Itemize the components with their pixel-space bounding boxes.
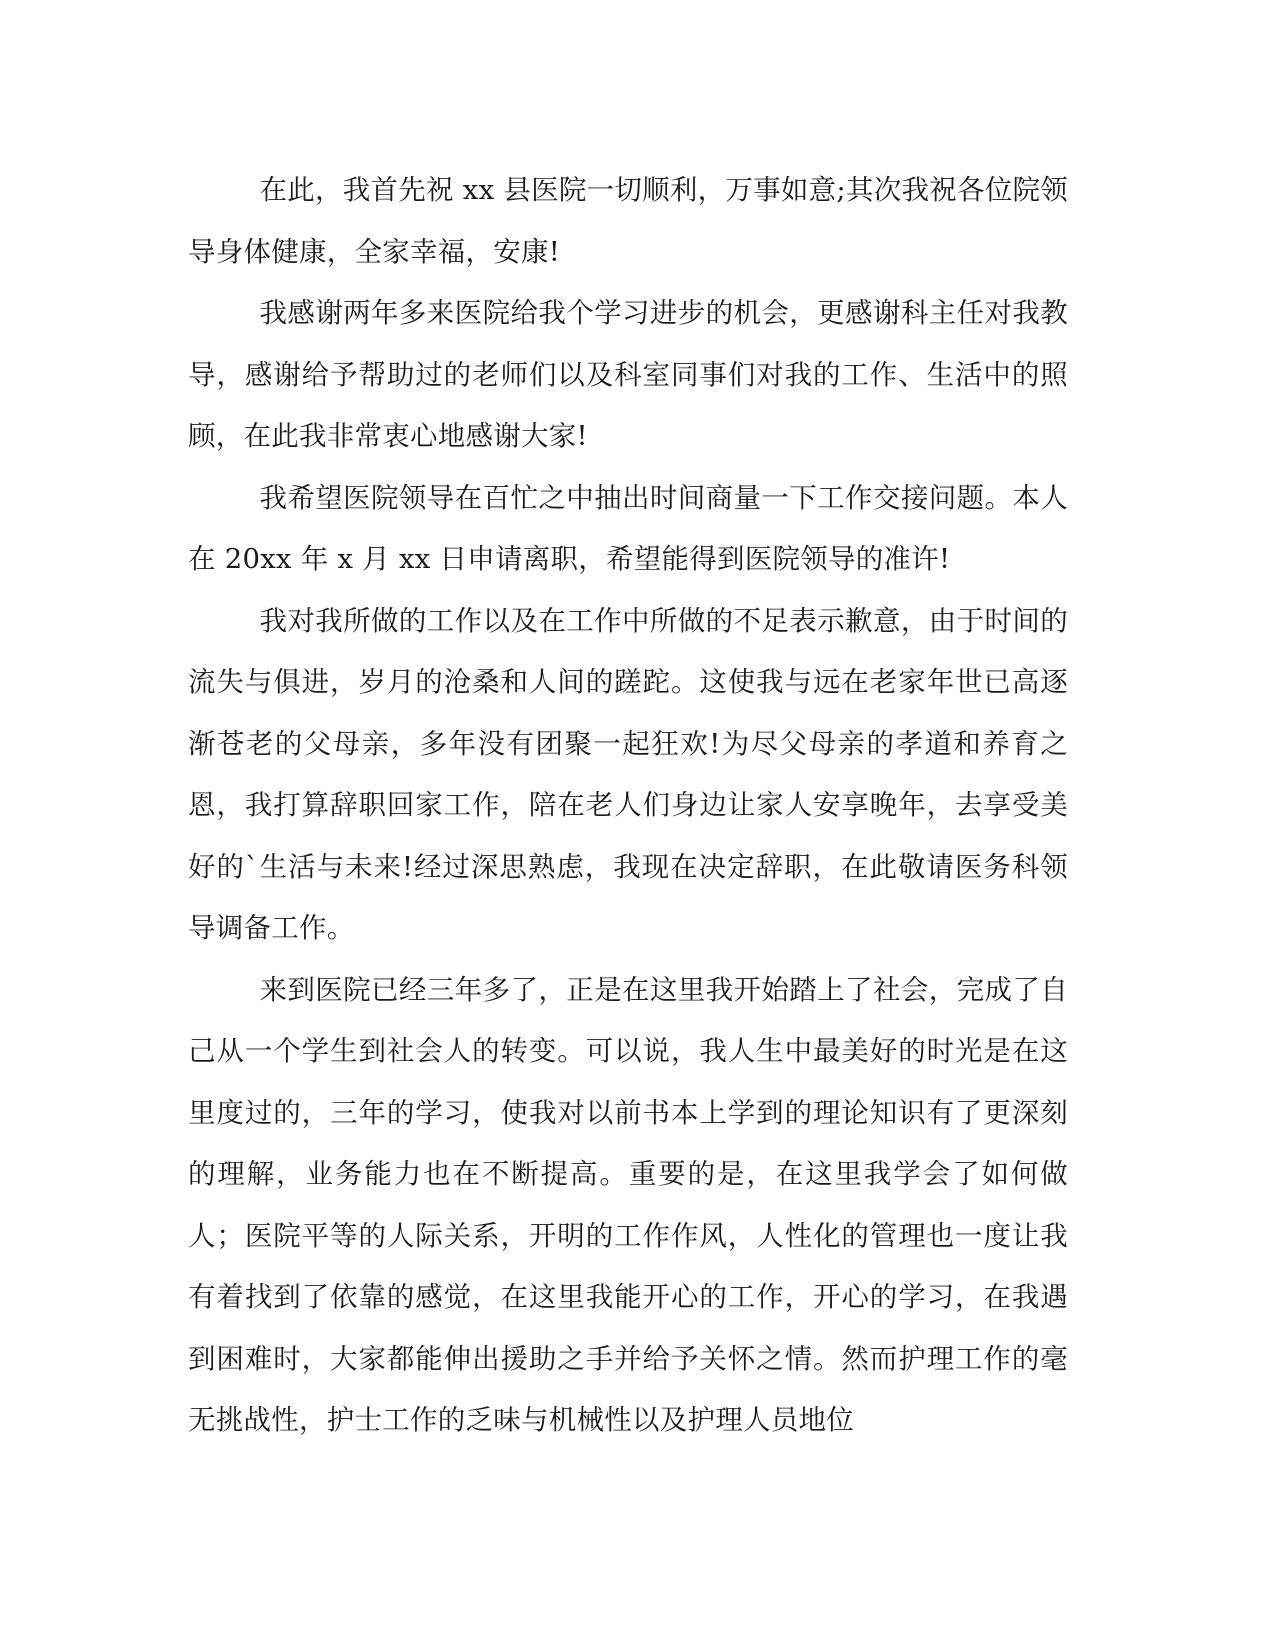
paragraph-thanks: 我感谢两年多来医院给我个学习进步的机会，更感谢科主任对我教导，感谢给予帮助过的老师们以及科室同事们对我的工作、生活中的照顾，在此我非常衷心地感谢大家! — [188, 297, 1068, 452]
document-body — [188, 160, 1068, 1452]
paragraph-greeting: 在此，我首先祝 xx 县医院一切顺利，万事如意;其次我祝各位院领导身体健康，全家幸福，安康! — [188, 174, 1068, 268]
paragraph-reflection: 来到医院已经三年多了，正是在这里我开始踏上了社会，完成了自己从一个学生到社会人的转变。可以说，我人生中最美好的时光是在这里度过的，三年的学习，使我对以前书本上学到的理论知识有了更深刻的理解，业务能力也在不断提高。重要的是，在这里我学会了如何做人；医院平等的人际关系，开明的工作作风，人性化的管理也一度让我有着找到了依靠的感觉，在这里我能开心的工作，开心的学习，在我遇到困难时，大家都能伸出援助之手并给予关怀之情。然而护理工作的毫无挑战性，护士工作的乏味与机械性以及护理人员地位 — [188, 973, 1068, 1436]
paragraph-handover-request: 我希望医院领导在百忙之中抽出时间商量一下工作交接问题。本人在 20xx 年 x 月 xx 日申请离职，希望能得到医院领导的准许! — [188, 481, 1068, 575]
paragraph-reason: 我对我所做的工作以及在工作中所做的不足表示歉意，由于时间的流失与俱进，岁月的沧桑和人间的蹉跎。这使我与远在老家年世已高逐渐苍老的父母亲，多年没有团聚一起狂欢!为尽父母亲的孝道和养育之恩，我打算辞职回家工作，陪在老人们身边让家人安享晚年，去享受美好的`生活与未来!经过深思熟虑，我现在决定辞职，在此敬请医务科领导调备工作。 — [188, 604, 1068, 944]
